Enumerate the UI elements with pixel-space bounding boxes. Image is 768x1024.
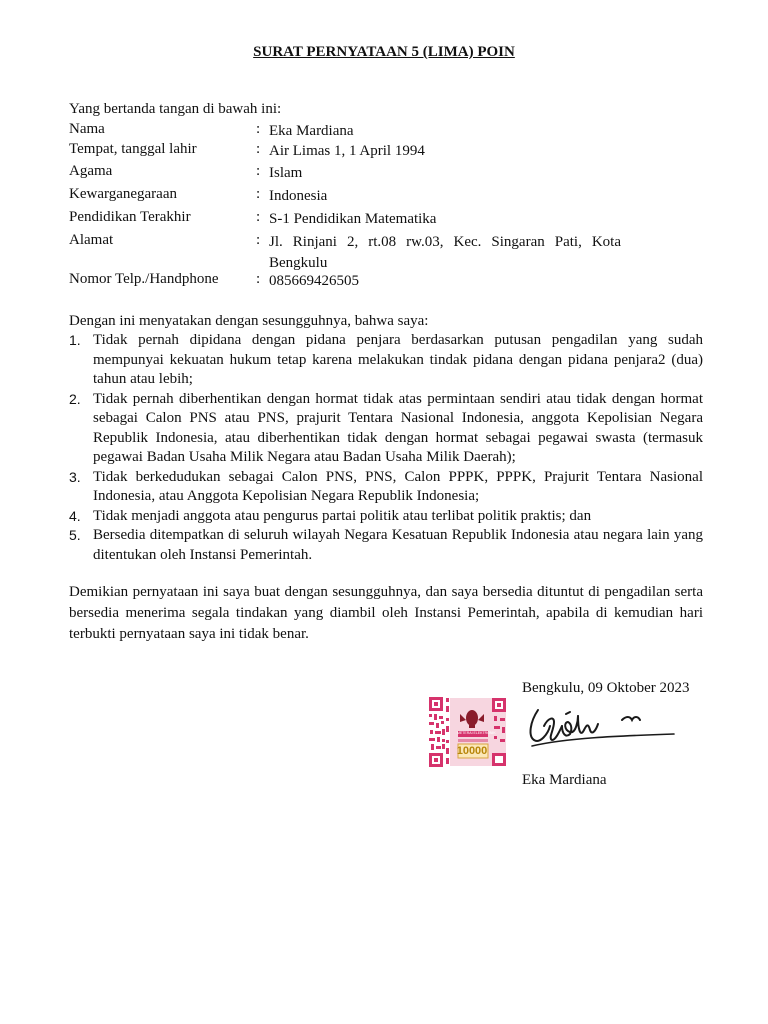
address-line-1: Jl. Rinjani 2, rt.08 rw.03, Kec. Singaran Pati, Kota	[269, 234, 621, 250]
list-item	[69, 468, 703, 507]
field-colon: :	[256, 121, 261, 137]
list-text: Bersedia ditempatkan di seluruh wilayah Negara Kesatuan Republik Indonesia atau negara lain yang ditentukan oleh Instansi Pemerintah.	[93, 527, 703, 563]
list-item	[69, 331, 703, 390]
list-item	[69, 390, 703, 468]
list-number: 1.	[69, 332, 81, 348]
signer-name: Eka Mardiana	[522, 772, 607, 788]
field-value: Air Limas 1, 1 April 1994	[269, 143, 425, 159]
field-label: Agama	[69, 163, 113, 179]
field-label: Nama	[69, 121, 105, 137]
field-label: Alamat	[69, 232, 114, 248]
field-colon: :	[256, 232, 261, 248]
field-label: Nomor Telp./Handphone	[69, 271, 219, 287]
stamp-value: 10000	[456, 745, 488, 757]
list-number: 5.	[69, 527, 81, 543]
field-value: 085669426505	[269, 273, 359, 289]
document-title: SURAT PERNYATAAN 5 (LIMA) POIN	[253, 44, 515, 60]
field-colon: :	[256, 209, 261, 225]
field-value	[269, 232, 621, 274]
address-line-2: Bengkulu	[269, 255, 328, 271]
list-text: Tidak pernah dipidana dengan pidana penjara berdasarkan putusan pengadilan yang sudah mempunyai kekuatan hukum tetap karena melakukan tindak pidana dengan pidana penjara2 (dua) tahun atau lebih;	[93, 332, 703, 387]
list-item	[69, 526, 703, 565]
statement-list	[69, 331, 703, 565]
field-label: Pendidikan Terakhir	[69, 209, 191, 225]
field-value: S-1 Pendidikan Matematika	[269, 211, 437, 227]
closing-paragraph: Demikian pernyataan ini saya buat dengan sesungguhnya, dan saya bersedia dituntut di pengadilan serta bersedia menerima segala tindakan yang diambil oleh Instansi Pemerintah, apabila di kemudian hari terbukti pernyataan saya ini tidak benar.	[69, 584, 703, 642]
field-label: Kewarganegaraan	[69, 186, 177, 202]
list-text: Tidak berkedudukan sebagai Calon PNS, PNS, Calon PPPK, PPPK, Prajurit Tentara Nasional Indonesia, atau Anggota Kepolisian Negara Republik Indonesia;	[93, 468, 703, 504]
field-value: Eka Mardiana	[269, 123, 354, 139]
list-number: 2.	[69, 390, 81, 407]
list-number: 3.	[69, 468, 81, 485]
list-item	[69, 507, 703, 527]
stamp-label: METERAI ELEKTRONIK	[457, 731, 496, 735]
intro-text: Yang bertanda tangan di bawah ini:	[69, 101, 282, 117]
place-date: Bengkulu, 09 Oktober 2023	[522, 680, 690, 696]
list-text: Tidak pernah diberhentikan dengan hormat tidak atas permintaan sendiri atau tidak dengan hormat sebagai Calon PNS atau PNS, prajurit Tentara Nasional Indonesia, anggota Kepolisian Negara Republik Indonesia, atau diberhentikan tidak dengan hormat sebagai pegawai swasta (termasuk pegawai Badan Usaha Milik Negara atau Badan Usaha Milik Daerah);	[93, 390, 703, 465]
field-colon: :	[256, 271, 261, 287]
field-label: Tempat, tanggal lahir	[69, 141, 197, 157]
field-colon: :	[256, 186, 261, 202]
field-colon: :	[256, 141, 261, 157]
field-value: Islam	[269, 165, 303, 181]
statement-intro: Dengan ini menyatakan dengan sesungguhnya, bahwa saya:	[69, 313, 429, 329]
field-colon: :	[256, 163, 261, 179]
field-value: Indonesia	[269, 188, 328, 204]
list-number: 4.	[69, 507, 81, 524]
signature-icon	[526, 700, 678, 752]
list-text: Tidak menjadi anggota atau pengurus partai politik atau terlibat politik praktis; dan	[93, 507, 592, 524]
